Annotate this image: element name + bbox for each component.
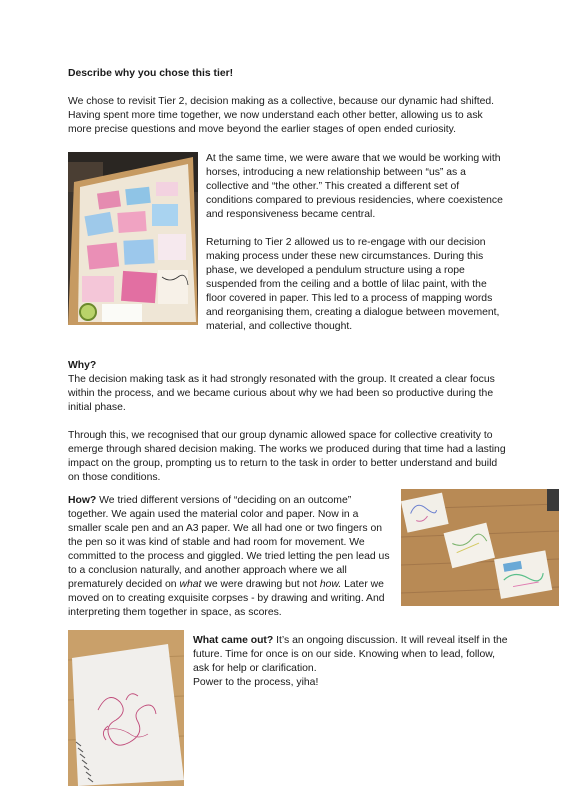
table-papers-photo xyxy=(68,152,198,325)
how-emphasis-how: how. xyxy=(319,579,342,590)
how-label: How? xyxy=(68,495,97,506)
sketchbook-photo xyxy=(68,630,184,786)
how-paragraph xyxy=(68,494,393,620)
why-heading: Why? xyxy=(68,360,97,371)
how-emphasis-what: what xyxy=(179,579,202,590)
closing-line: Power to the process, yiha! xyxy=(193,677,319,688)
intro-paragraph: We chose to revisit Tier 2, decision making as a collective, because our dynamic had shifted. Having spent more time together, we now understand each other better, allowing us to ask more precise questions and move beyond the earlier stages of open ended curiosity. xyxy=(68,96,495,135)
section-heading: Describe why you chose this tier! xyxy=(68,68,234,79)
how-text-2: we were drawing but not xyxy=(201,579,320,590)
outcome-label: What came out? xyxy=(193,635,274,646)
why-paragraph-2: Through this, we recognised that our group dynamic allowed space for collective creativity to emerge through shared decision making. The works we produced during that time had a lasting impact on the group, prompting us to return to the task in order to better understand and build on those conditions. xyxy=(68,430,506,483)
horses-paragraph: At the same time, we were aware that we would be working with horses, introducing a new relationship between “us” as a collective and “the other.” This created a different set of conditions compared to previous residencies, where coexistence and responsiveness became central. xyxy=(206,153,503,220)
how-text-3: Later we moved on to creating exquisite corpses - by drawing and writing. And interpreting them together in space, as scores. xyxy=(68,579,385,618)
how-text-1: We tried different versions of “deciding on an outcome” together. We again used the material color and paper. Now in a smaller scale pen and an A3 paper. We all had one or two fingers on the pen so it was kind of stable and had room for movement. We committed to the process and giggled. We tried letting the pen lead us to a conclusion naturally, and another approach where we all prematurely decided on xyxy=(68,495,390,590)
outcome-paragraph xyxy=(193,634,513,690)
why-paragraph-1: The decision making task as it had strongly resonated with the group. It created a clear focus within the process, and we became curious about why we had been so productive during the initial phase. xyxy=(68,374,495,413)
floor-drawings-photo xyxy=(401,489,559,606)
outcome-text: It’s an ongoing discussion. It will reveal itself in the future. Time for once is on our side. Knowing when to lead, follow, ask for help or clarification. xyxy=(193,635,508,674)
pendulum-paragraph: Returning to Tier 2 allowed us to re-engage with our decision making process under these new circumstances. During this phase, we developed a pendulum structure using a rope suspended from the ceiling and a bottle of lilac paint, with the floor covered in paper. This led to a process of mapping words and reorganising them, creating a dialogue between movement, material, and collective thought. xyxy=(206,237,500,332)
